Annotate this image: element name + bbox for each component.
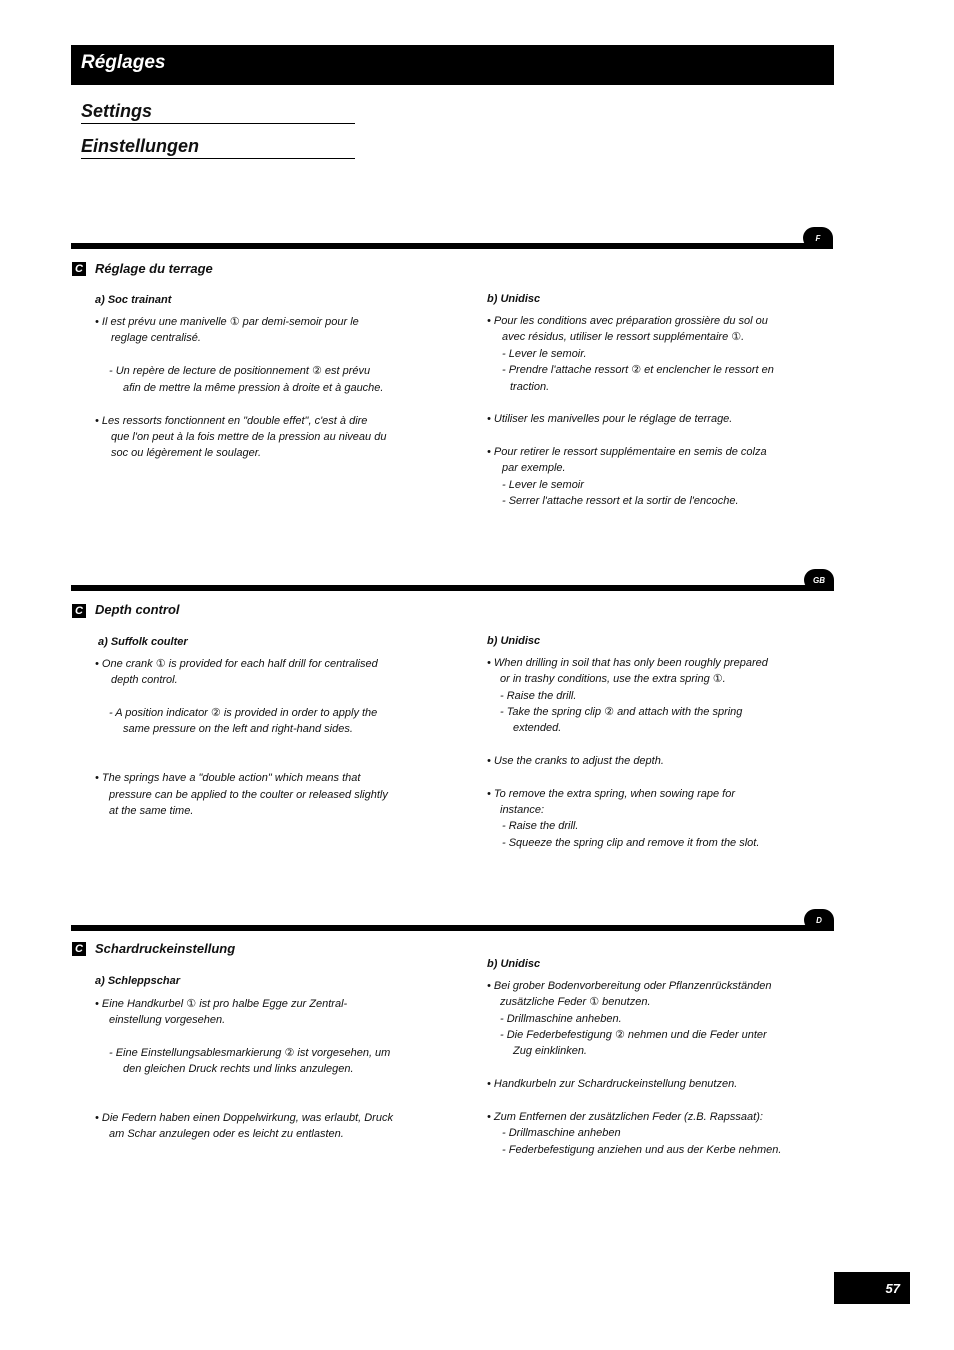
subtitle-settings: Settings bbox=[81, 100, 355, 124]
text-line: • Handkurbeln zur Schardruckeinstellung benutzen. bbox=[487, 1078, 738, 1090]
text-line: - Eine Einstellungsablesmarkierung ② ist vorgesehen, um bbox=[109, 1047, 391, 1059]
text-line: - Drillmaschine anheben bbox=[502, 1127, 621, 1139]
text-line: instance: bbox=[500, 804, 545, 816]
subheading-suffolk-coulter: a) Suffolk coulter bbox=[98, 636, 188, 648]
text-line: or in trashy conditions, use the extra spring ①. bbox=[500, 673, 726, 685]
text-line: einstellung vorgesehen. bbox=[109, 1014, 226, 1026]
text-line: afin de mettre la même pression à droite et à gauche. bbox=[123, 382, 384, 394]
text-line: extended. bbox=[513, 722, 562, 734]
text-line: • Il est prévu une manivelle ① par demi-semoir pour le bbox=[95, 316, 359, 328]
text-line: - Lever le semoir. bbox=[502, 348, 587, 360]
text-line: - Drillmaschine anheben. bbox=[500, 1013, 622, 1025]
text-line: • Pour retirer le ressort supplémentaire en semis de colza bbox=[487, 446, 767, 458]
text-line: soc ou légèrement le soulager. bbox=[111, 447, 262, 459]
text-line: zusätzliche Feder ① benutzen. bbox=[500, 996, 651, 1008]
section-title-fr: Réglage du terrage bbox=[95, 261, 213, 276]
language-badge-de: D bbox=[804, 909, 834, 931]
text-line: am Schar anzulegen oder es leicht zu entlasten. bbox=[109, 1128, 344, 1140]
text-line: - Die Federbefestigung ② nehmen und die Feder unter bbox=[500, 1029, 767, 1041]
text-line: • Pour les conditions avec préparation grossière du sol ou bbox=[487, 315, 768, 327]
section-title-gb: Depth control bbox=[95, 602, 180, 617]
subheading-unidisc-gb: b) Unidisc bbox=[487, 635, 541, 647]
subheading-unidisc-fr: b) Unidisc bbox=[487, 293, 541, 305]
text-line: at the same time. bbox=[109, 805, 194, 817]
header-bar bbox=[71, 45, 834, 85]
subheading-soc-trainant: a) Soc trainant bbox=[95, 294, 172, 306]
text-line: Zug einklinken. bbox=[513, 1045, 587, 1057]
section-title-de: Schardruckeinstellung bbox=[95, 941, 236, 956]
text-line: • Utiliser les manivelles pour le réglage de terrage. bbox=[487, 413, 733, 425]
section-rule-fr bbox=[71, 243, 833, 249]
subtitle-einstellungen: Einstellungen bbox=[81, 135, 355, 159]
text-line: • Les ressorts fonctionnent en "double effet", c'est à dire bbox=[95, 415, 368, 427]
text-line: • One crank ① is provided for each half drill for centralised bbox=[95, 658, 378, 670]
language-badge-gb: GB bbox=[804, 569, 834, 591]
text-line: avec résidus, utiliser le ressort supplémentaire ①. bbox=[502, 331, 745, 343]
text-line: reglage centralisé. bbox=[111, 332, 201, 344]
text-line: - Prendre l'attache ressort ② et enclencher le ressort en bbox=[502, 364, 774, 376]
language-badge-fr: F bbox=[803, 227, 833, 249]
text-line: • Use the cranks to adjust the depth. bbox=[487, 755, 664, 767]
text-line: - Squeeze the spring clip and remove it from the slot. bbox=[502, 837, 760, 849]
text-line: - Raise the drill. bbox=[502, 820, 579, 832]
text-line: • Die Federn haben einen Doppelwirkung, was erlaubt, Druck bbox=[95, 1112, 393, 1124]
subheading-unidisc-de: b) Unidisc bbox=[487, 958, 541, 970]
page-number bbox=[834, 1272, 910, 1304]
text-line: pressure can be applied to the coulter or released slightly bbox=[109, 789, 388, 801]
text-line: - Serrer l'attache ressort et la sortir de l'encoche. bbox=[502, 495, 739, 507]
page-number-text: 57 bbox=[885, 1280, 900, 1296]
text-line: par exemple. bbox=[502, 462, 566, 474]
section-marker-de: C bbox=[72, 942, 86, 956]
text-line: • Eine Handkurbel ① ist pro halbe Egge zur Zentral- bbox=[95, 998, 348, 1010]
text-line: • When drilling in soil that has only been roughly prepared bbox=[487, 657, 768, 669]
text-line: que l'on peut à la fois mettre de la pression au niveau du bbox=[111, 431, 387, 443]
section-rule-gb bbox=[71, 585, 833, 591]
text-line: - Take the spring clip ② and attach with the spring bbox=[500, 706, 743, 718]
text-line: - Raise the drill. bbox=[500, 690, 577, 702]
text-line: den gleichen Druck rechts und links anzulegen. bbox=[123, 1063, 354, 1075]
text-line: same pressure on the left and right-hand sides. bbox=[123, 723, 353, 735]
text-line: depth control. bbox=[111, 674, 178, 686]
section-rule-de bbox=[71, 925, 833, 931]
text-line: • To remove the extra spring, when sowing rape for bbox=[487, 788, 736, 800]
text-line: • Zum Entfernen der zusätzlichen Feder (z.B. Rapssaat): bbox=[487, 1111, 763, 1123]
text-line: • The springs have a "double action" which means that bbox=[95, 772, 361, 784]
text-line: • Bei grober Bodenvorbereitung oder Pflanzenrückständen bbox=[487, 980, 772, 992]
section-marker-fr: C bbox=[72, 262, 86, 276]
subheading-schleppschar: a) Schleppschar bbox=[95, 975, 180, 987]
text-line: - Un repère de lecture de positionnement ② est prévu bbox=[109, 365, 371, 377]
text-line: - Federbefestigung anziehen und aus der Kerbe nehmen. bbox=[502, 1144, 782, 1156]
section-marker-gb: C bbox=[72, 604, 86, 618]
page-title: Réglages bbox=[81, 52, 166, 73]
text-line: - Lever le semoir bbox=[502, 479, 584, 491]
text-line: - A position indicator ② is provided in order to apply the bbox=[109, 707, 378, 719]
text-line: traction. bbox=[510, 381, 550, 393]
